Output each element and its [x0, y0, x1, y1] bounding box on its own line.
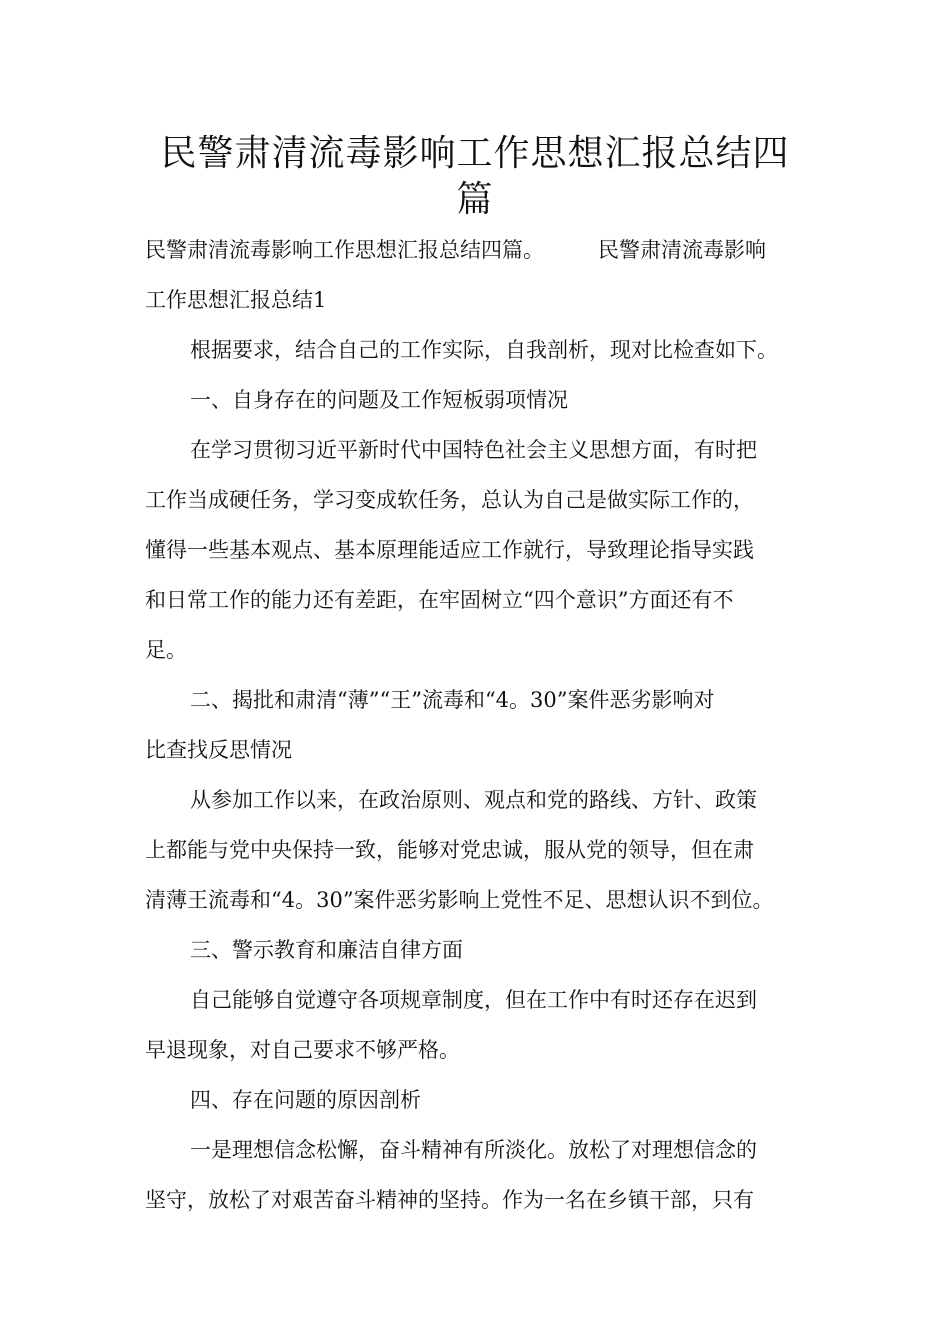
subheading-2: 二、揭批和肃清“薄”“王”流毒和“4。30”案件恶劣影响对	[190, 688, 715, 712]
subheading-4: 四、存在问题的原因剖析	[190, 1088, 421, 1112]
subheading-1: 一、自身存在的问题及工作短板弱项情况	[190, 388, 568, 412]
section-heading-1-end: 工作思想汇报总结1	[145, 288, 327, 312]
document-title-line-2: 篇	[456, 179, 494, 220]
paragraph-1-line: 根据要求，结合自己的工作实际，自我剖析，现对比检查如下。	[190, 338, 778, 362]
paragraph-3-line: 上都能与党中央保持一致，能够对党忠诚，服从党的领导，但在肃	[145, 838, 754, 862]
paragraph-4-line: 早退现象，对自己要求不够严格。	[145, 1038, 460, 1062]
paragraph-2-line: 懂得一些基本观点、基本原理能适应工作就行，导致理论指导实践	[145, 538, 754, 562]
paragraph-3-line: 清薄王流毒和“4。30”案件恶劣影响上党性不足、思想认识不到位。	[145, 888, 774, 912]
document-title-line-1: 民警肃清流毒影响工作思想汇报总结四	[160, 133, 790, 174]
paragraph-2-line: 和日常工作的能力还有差距，在牢固树立“四个意识”方面还有不	[145, 588, 734, 612]
paragraph-2-line: 足。	[145, 638, 187, 662]
subheading-2-cont: 比查找反思情况	[145, 738, 292, 762]
paragraph-5-line: 一是理想信念松懈，奋斗精神有所淡化。放松了对理想信念的	[190, 1138, 757, 1162]
intro-text: 民警肃清流毒影响工作思想汇报总结四篇。	[145, 238, 544, 262]
paragraph-3-line: 从参加工作以来，在政治原则、观点和党的路线、方针、政策	[190, 788, 757, 812]
intro-line	[145, 236, 766, 264]
paragraph-2-line: 工作当成硬任务，学习变成软任务，总认为自己是做实际工作的，	[145, 488, 754, 512]
subheading-3: 三、警示教育和廉洁自律方面	[190, 938, 463, 962]
paragraph-5-line: 坚守，放松了对艰苦奋斗精神的坚持。作为一名在乡镇干部，只有	[145, 1188, 754, 1212]
section-heading-1-start: 民警肃清流毒影响	[598, 238, 766, 262]
paragraph-4-line: 自己能够自觉遵守各项规章制度，但在工作中有时还存在迟到	[190, 988, 757, 1012]
paragraph-2-line: 在学习贯彻习近平新时代中国特色社会主义思想方面，有时把	[190, 438, 757, 462]
